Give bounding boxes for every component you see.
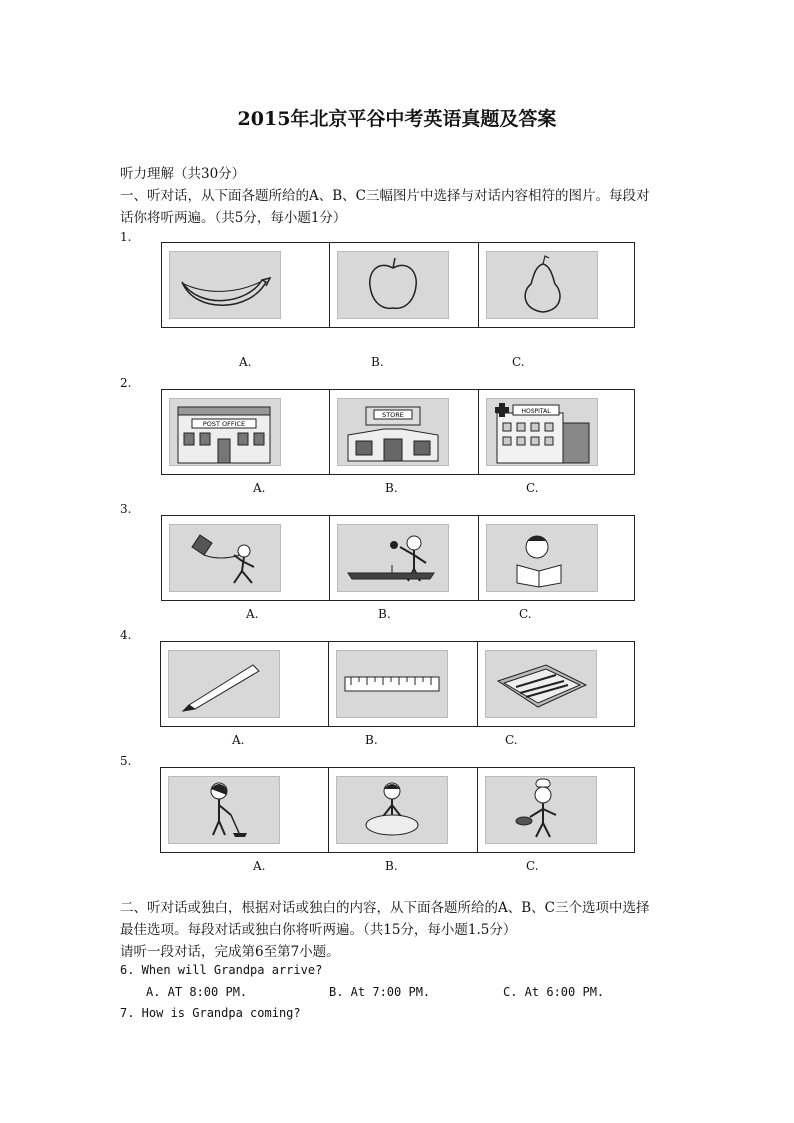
option-label-c: C. xyxy=(512,355,525,369)
girl-cooking-icon xyxy=(485,776,597,844)
option-label-c: C. xyxy=(526,481,539,495)
ruler-icon xyxy=(336,650,448,718)
q6-option-b: B. At 7:00 PM. xyxy=(329,985,431,999)
part1-instruction-line1: 一、听对话，从下面各题所给的A、B、C三幅图片中选择与对话内容相符的图片。每段对 xyxy=(120,188,650,204)
option-label-a: A. xyxy=(253,859,266,873)
picture-cell-b xyxy=(330,516,479,600)
boy-playing-ping-pong-icon xyxy=(337,524,449,592)
picture-cell-b xyxy=(329,768,478,852)
picture-row-q1 xyxy=(161,242,635,328)
picture-cell-a xyxy=(162,390,330,474)
girl-washing-icon xyxy=(336,776,448,844)
option-label-b: B. xyxy=(385,859,398,873)
question-number: 5. xyxy=(120,754,132,768)
picture-cell-c xyxy=(479,390,634,474)
hospital-sign: HOSPITAL xyxy=(521,408,551,415)
option-label-a: A. xyxy=(232,733,245,747)
post-office-sign: POST OFFICE xyxy=(202,420,246,428)
picture-row-q2 xyxy=(161,389,635,475)
pencil-icon xyxy=(168,650,280,718)
part1-instruction-line2: 话你将听两遍。（共5分，每小题1分） xyxy=(120,210,347,226)
part2-sub-instruction: 请听一段对话，完成第6至第7小题。 xyxy=(120,944,340,960)
hospital-icon xyxy=(486,398,598,466)
picture-cell-c xyxy=(479,243,634,327)
boy-reading-book-icon xyxy=(486,524,598,592)
option-label-a: A. xyxy=(239,355,252,369)
store-icon xyxy=(337,398,449,466)
q6-option-a: A. AT 8:00 PM. xyxy=(146,985,248,999)
picture-cell-a xyxy=(162,516,330,600)
girl-sweeping-icon xyxy=(168,776,280,844)
pencil-case-icon xyxy=(485,650,597,718)
question-number: 2. xyxy=(120,376,132,390)
picture-cell-b xyxy=(330,390,479,474)
post-office-icon xyxy=(169,398,281,466)
option-label-b: B. xyxy=(365,733,378,747)
option-label-c: C. xyxy=(519,607,532,621)
picture-row-q5 xyxy=(160,767,635,853)
option-label-a: A. xyxy=(246,607,259,621)
pear-icon xyxy=(486,251,598,319)
picture-cell-a xyxy=(161,768,329,852)
question-6: 6. When will Grandpa arrive? xyxy=(120,963,323,977)
picture-row-q4 xyxy=(160,641,635,727)
question-number: 4. xyxy=(120,628,132,642)
option-label-b: B. xyxy=(385,481,398,495)
picture-row-q3 xyxy=(161,515,635,601)
option-label-a: A. xyxy=(253,481,266,495)
question-7: 7. How is Grandpa coming? xyxy=(120,1006,301,1020)
store-sign: STORE xyxy=(382,411,404,419)
picture-cell-b xyxy=(330,243,479,327)
section-heading-listening: 听力理解（共30分） xyxy=(120,166,246,182)
question-number: 1. xyxy=(120,230,132,244)
option-label-c: C. xyxy=(526,859,539,873)
picture-cell-a xyxy=(162,243,330,327)
option-label-b: B. xyxy=(378,607,391,621)
picture-cell-b xyxy=(329,642,478,726)
page-title: 2015年北京平谷中考英语真题及答案 xyxy=(237,108,557,130)
boy-flying-kite-icon xyxy=(169,524,281,592)
banana-icon xyxy=(169,251,281,319)
question-number: 3. xyxy=(120,502,132,516)
picture-cell-c xyxy=(478,768,634,852)
apple-icon xyxy=(337,251,449,319)
picture-cell-c xyxy=(478,642,634,726)
option-label-c: C. xyxy=(505,733,518,747)
picture-cell-c xyxy=(479,516,634,600)
part2-instruction-line1: 二、听对话或独白，根据对话或独白的内容，从下面各题所给的A、B、C三个选项中选择 xyxy=(120,900,650,916)
q6-option-c: C. At 6:00 PM. xyxy=(503,985,605,999)
option-label-b: B. xyxy=(371,355,384,369)
picture-cell-a xyxy=(161,642,329,726)
part2-instruction-line2: 最佳选项。每段对话或独白你将听两遍。（共15分，每小题1.5分） xyxy=(120,922,517,938)
